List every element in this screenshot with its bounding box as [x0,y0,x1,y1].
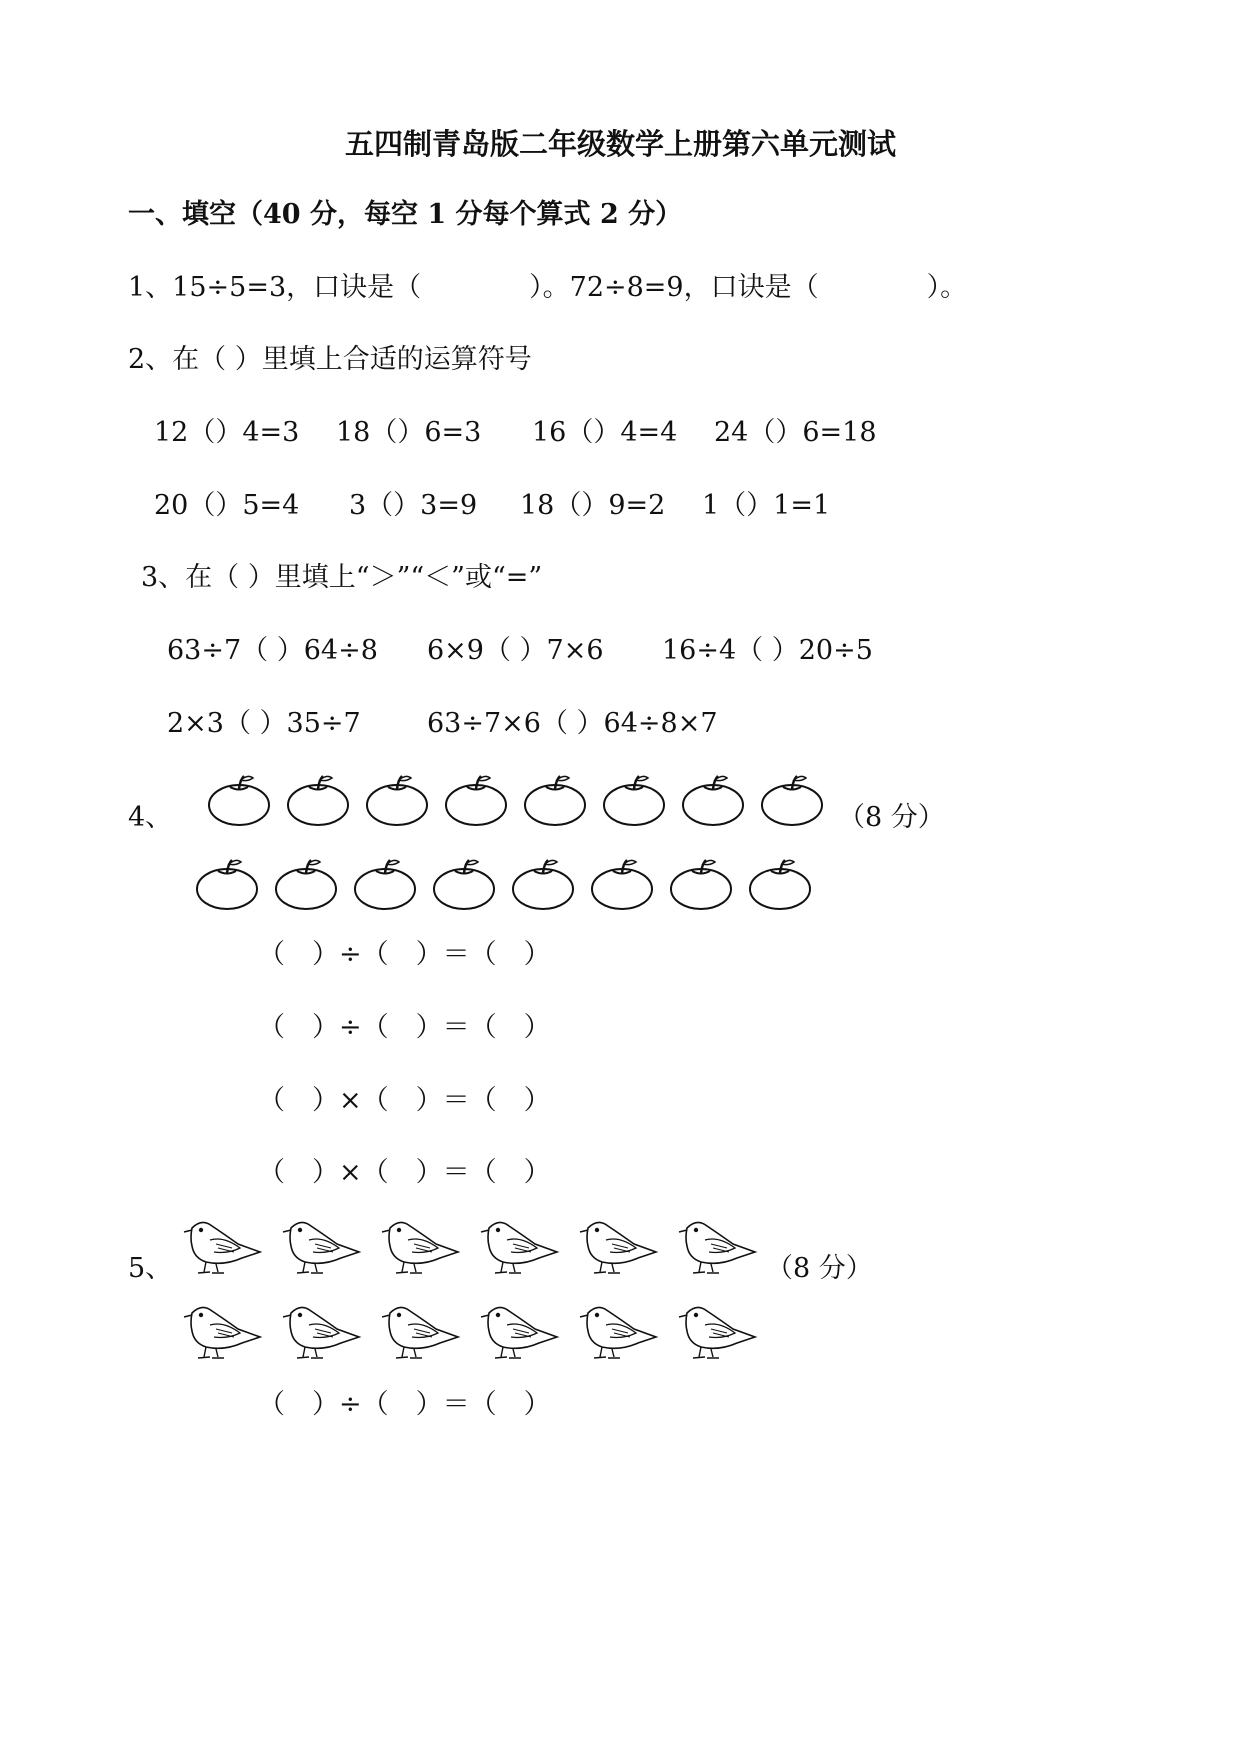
apple-icon [510,856,576,912]
apple-icon [431,856,497,912]
bird-icon [378,1218,462,1280]
bird-icon [180,1303,264,1365]
bird-icon [576,1218,660,1280]
q3-item: 63÷7×6（ ）64÷8×7 [427,708,718,739]
page-title: 五四制青岛版二年级数学上册第六单元测试 [344,127,896,161]
apple-icon [285,772,351,828]
bird-icon [576,1303,660,1365]
apple-icon [601,772,667,828]
bird-icon [477,1303,561,1365]
q3-item: 2×3（ ）35÷7 [167,708,361,739]
q2-item: 20（）5=4 [154,490,300,521]
q3-item: 63÷7（ ）64÷8 [167,635,378,666]
question-3-prompt: 3、在（ ）里填上“＞”“＜”或“=” [141,562,543,593]
question-4-number: 4、 [128,802,173,833]
apple-icon [680,772,746,828]
apple-icon [194,856,260,912]
apple-row [206,772,825,828]
bird-row [180,1303,759,1365]
apple-icon [747,856,813,912]
q4-equation: （ ）×（ ）＝（ ） [258,1085,551,1116]
apple-row [194,856,813,912]
bird-icon [378,1303,462,1365]
bird-icon [477,1218,561,1280]
bird-icon [180,1218,264,1280]
apple-icon [759,772,825,828]
q4-equation: （ ）÷（ ）＝（ ） [258,939,551,970]
apple-icon [352,856,418,912]
apple-icon [443,772,509,828]
question-5-number: 5、 [128,1253,173,1284]
apple-icon [522,772,588,828]
bird-icon [279,1303,363,1365]
q2-item: 12（）4=3 [154,417,300,448]
q5-equation: （ ）÷（ ）＝（ ） [258,1389,551,1420]
q4-equation: （ ）÷（ ）＝（ ） [258,1012,551,1043]
apple-icon [273,856,339,912]
apple-icon [589,856,655,912]
question-5-points: （8 分） [766,1253,873,1284]
q4-equation: （ ）×（ ）＝（ ） [258,1157,551,1188]
apple-icon [668,856,734,912]
apple-icon [364,772,430,828]
bird-icon [279,1218,363,1280]
section-heading: 一、填空（40 分，每空 1 分每个算式 2 分） [128,199,683,230]
q2-item: 18（）9=2 [520,490,666,521]
bird-icon [675,1303,759,1365]
q3-item: 16÷4（ ）20÷5 [662,635,873,666]
bird-row [180,1218,759,1280]
q2-item: 18（）6=3 [336,417,482,448]
q2-item: 24（）6=18 [714,417,877,448]
q2-item: 3（）3=9 [349,490,478,521]
apple-icon [206,772,272,828]
question-4-points: （8 分） [838,802,945,833]
q2-item: 1（）1=1 [702,490,831,521]
question-2-prompt: 2、在（ ）里填上合适的运算符号 [128,344,532,375]
question-1: 1、15÷5=3，口诀是（ ）。72÷8=9，口诀是（ ）。 [128,272,968,303]
q2-item: 16（）4=4 [532,417,678,448]
bird-icon [675,1218,759,1280]
q3-item: 6×9（ ）7×6 [427,635,604,666]
